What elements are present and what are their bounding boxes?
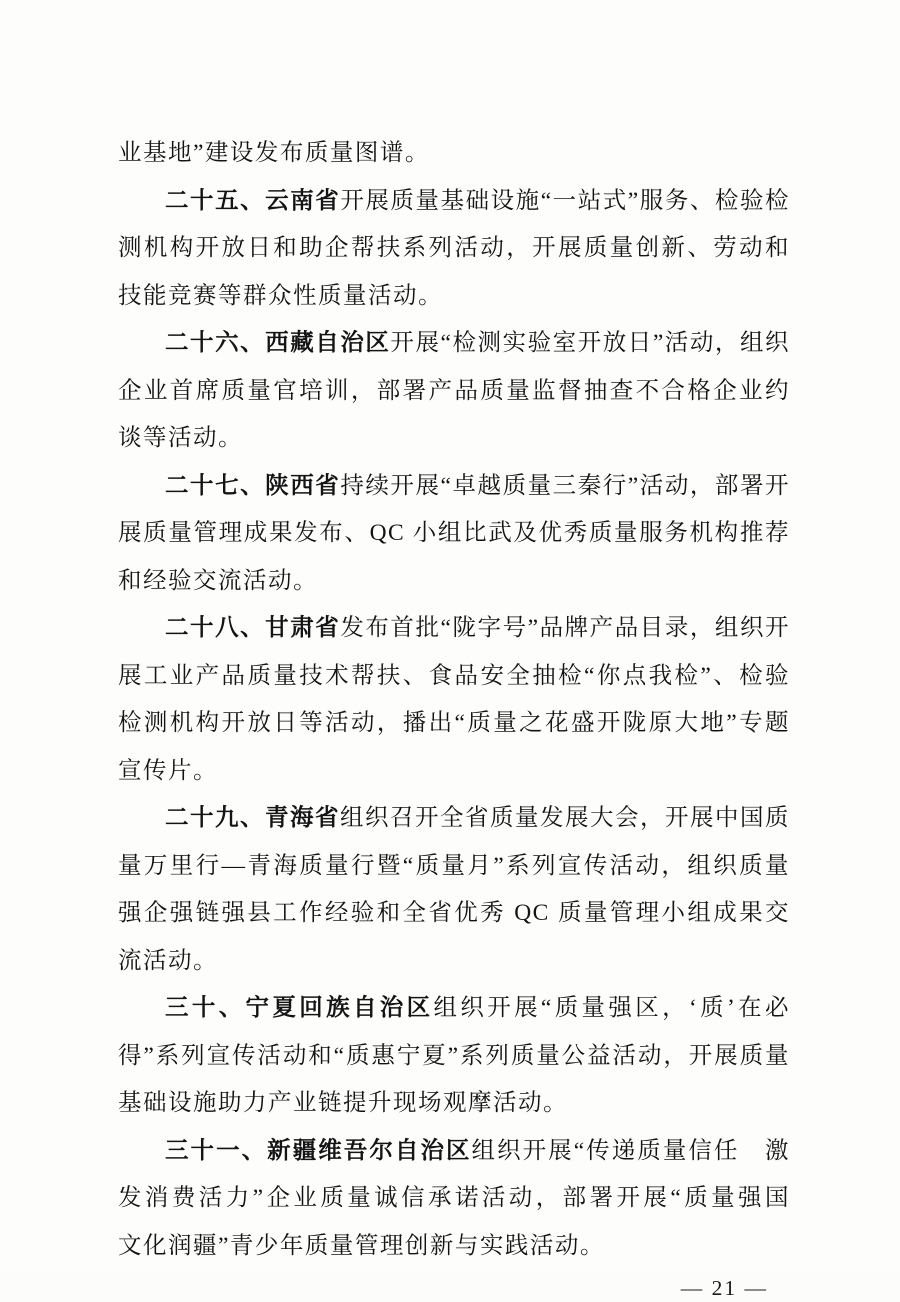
- paragraph: [118, 605, 790, 795]
- paragraph: [118, 463, 790, 606]
- paragraph-text: 发布首批“陇字号”品牌产品目录，组织开展工业产品质量技术帮扶、食品安全抽检“你点我检”、检验检测机构开放日等活动，播出“质量之花盛开陇原大地”专题宣传片。: [118, 615, 790, 784]
- paragraph-text: 持续开展“卓越质量三秦行”活动，部署开展质量管理成果发布、QC 小组比武及优秀质量服务机构推荐和经验交流活动。: [118, 472, 790, 594]
- paragraph: [118, 1128, 815, 1271]
- paragraph: [118, 320, 790, 463]
- paragraph: [118, 795, 790, 985]
- paragraph-text: 组织召开全省质量发展大会，开展中国质量万里行—青海质量行暨“质量月”系列宣传活动，组织质量强企强链强县工作经验和全省优秀 QC 质量管理小组成果交流活动。: [118, 805, 790, 974]
- paragraph-text: 组织开展“传递质量信任 激发消费活力”企业质量诚信承诺活动，部署开展“质量强国 文化润疆”青少年质量管理创新与实践活动。: [118, 1137, 815, 1259]
- paragraph-text: 组织开展“质量强区，‘质’在必得”系列宣传活动和“质惠宁夏”系列质量公益活动，开展质量基础设施助力产业链提升现场观摩活动。: [118, 995, 791, 1116]
- paragraph-text: 开展“检测实验室开放日”活动，组织企业首席质量官培训，部署产品质量监督抽查不合格企业约谈等活动。: [118, 330, 790, 451]
- paragraph-lead: 二十六、西藏自治区: [165, 330, 391, 356]
- paragraph-lead: 三十一、新疆维吾尔自治区: [165, 1137, 472, 1164]
- page-footer: [0, 1274, 900, 1302]
- paragraph: [118, 985, 790, 1128]
- paragraph-text: 业基地”建设发布质量图谱。: [118, 140, 430, 166]
- paragraph-lead: 二十五、云南省: [165, 187, 341, 214]
- paragraph: [118, 178, 790, 321]
- page-number: — 21 —: [680, 1276, 768, 1300]
- paragraph-lead: 二十八、甘肃省: [165, 615, 341, 641]
- paragraph-lead: 二十九、青海省: [165, 805, 340, 831]
- paragraph-lead: 二十七、陕西省: [165, 472, 341, 499]
- paragraph-text: 开展质量基础设施“一站式”服务、检验检测机构开放日和助企帮扶系列活动，开展质量创新、劳动和技能竞赛等群众性质量活动。: [118, 187, 790, 309]
- paragraph-lead: 三十、宁夏回族自治区: [165, 995, 434, 1021]
- paragraph: [118, 130, 790, 178]
